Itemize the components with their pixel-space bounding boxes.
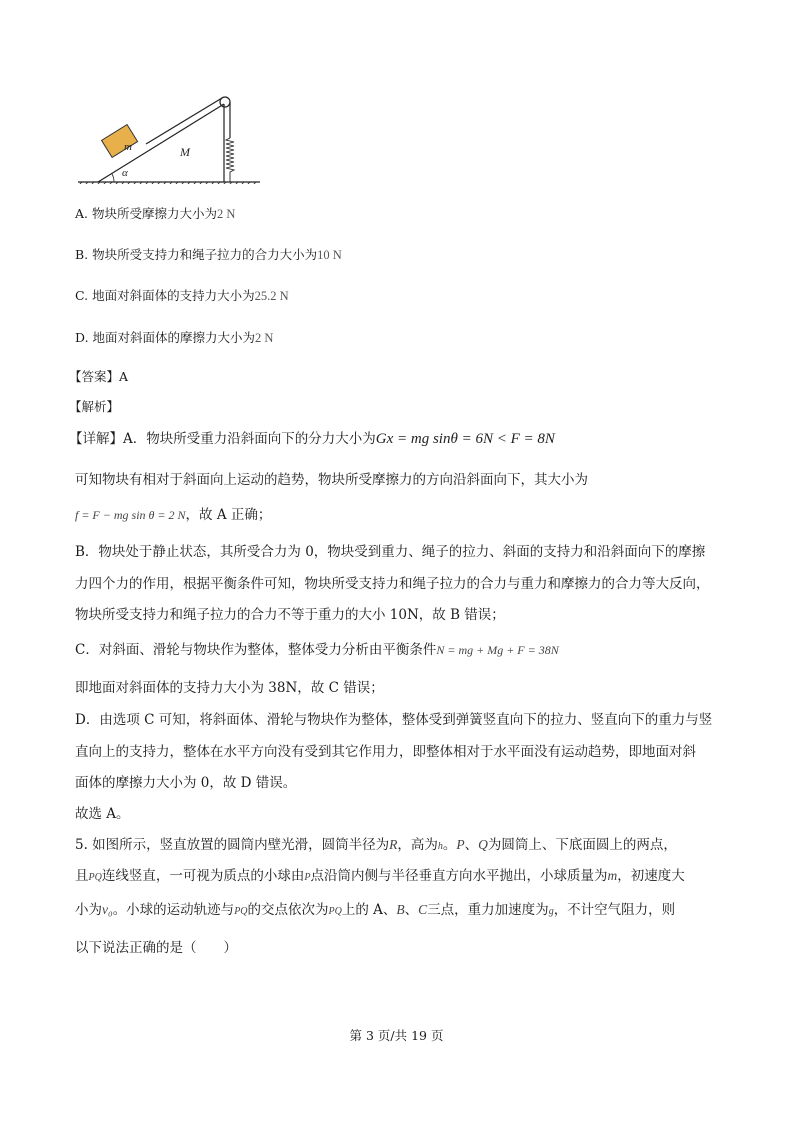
detail-b3: 物块所受支持力和绳子拉力的合力不等于重力的大小 10N，故 B 错误；	[75, 607, 505, 623]
option-b-value: 10 N	[317, 248, 342, 262]
q5-l2-PQ: PQ	[88, 872, 102, 883]
q5-l3-g: g	[548, 906, 554, 917]
q5-l2-m: m	[607, 868, 618, 883]
q5-l1-a: 5. 如图所示，竖直放置的圆筒内壁光滑，圆筒半径为	[75, 837, 390, 853]
rope	[146, 98, 222, 144]
q5-l3-e: 、	[404, 902, 419, 918]
q5-l1-d: 、	[464, 837, 479, 853]
detail-d1: D．由选项 C 可知，将斜面体、滑轮与物块作为整体，整体受到弹簧竖直向下的拉力、竖直向下的重力与竖	[75, 712, 713, 728]
detail-conclusion: 故选 A。	[75, 806, 130, 822]
detail-b2: 力四个力的作用，根据平衡条件可知，物块所受支持力和绳子拉力的合力与重力和摩擦力的合力等大反向，	[75, 576, 710, 592]
q5-l2-d: ，初速度大	[617, 868, 685, 884]
option-d-text: D. 地面对斜面体的摩擦力大小为	[75, 330, 256, 345]
label-M: M	[180, 145, 190, 159]
detail-b1: B．物块处于静止状态，其所受合力为 0，物块受到重力、绳子的拉力、斜面的支持力和沿斜面向下的摩擦	[75, 544, 706, 560]
q5-l3-PQ2: PQ	[328, 906, 342, 917]
q5-l1-R: R	[389, 837, 398, 852]
option-a	[75, 204, 235, 224]
q5-line2	[75, 866, 685, 888]
detail-c2: 即地面对斜面体的支持力大小为 38N，故 C 错误；	[75, 680, 384, 696]
detail-a3-text: ，故 A 正确；	[185, 507, 272, 523]
q5-l1-e: 为圆筒上、下底面圆上的两点，	[487, 837, 677, 853]
q5-l2-a: 且	[75, 868, 89, 884]
q5-l3-c: 的交点依次为	[247, 902, 329, 918]
option-c-text: C. 地面对斜面体的支持力大小为	[75, 288, 255, 303]
q5-l1-h: h	[437, 841, 443, 852]
page-footer: 第 3 页/共 19 页	[349, 1028, 444, 1043]
q5-l3-b: 。小球的运动轨迹与	[112, 902, 235, 918]
q5-l1-Q: Q	[478, 837, 488, 852]
option-c-value: 25.2 N	[254, 289, 289, 303]
option-c	[75, 286, 289, 306]
spring	[226, 138, 234, 182]
detail-c1-formula: N = mg + Mg + F = 38N	[436, 643, 559, 657]
option-d	[75, 328, 273, 348]
analysis-label: 【解析】	[69, 399, 120, 414]
detail-a3-formula: f = F − mg sin θ = 2 N	[75, 508, 186, 522]
q5-line4: 以下说法正确的是（ ）	[75, 940, 237, 956]
detail-a1-formula: Gx = mg sinθ = 6N < F = 8N	[375, 431, 555, 447]
angle-arc	[112, 174, 114, 182]
detail-a3	[75, 505, 271, 525]
detail-a1	[69, 429, 555, 449]
q5-line3	[75, 900, 675, 922]
option-a-text: A. 物块所受摩擦力大小为	[75, 206, 217, 221]
q5-l2-b: 连线竖直，一可视为质点的小球由	[101, 868, 305, 884]
option-d-value: 2 N	[255, 331, 274, 345]
q5-l3-B: B	[396, 902, 405, 917]
q5-l3-d: 上的 A、	[341, 902, 397, 918]
q5-l3-v0: v₀	[102, 902, 113, 917]
detail-c1-text: C．对斜面、滑轮与物块作为整体，整体受力分析由平衡条件	[75, 642, 437, 658]
q5-l3-h: ，不计空气阻力，则	[553, 902, 676, 918]
q5-l1-P: P	[456, 837, 465, 852]
answer-label: 【答案】	[69, 369, 120, 384]
option-a-value: 2 N	[216, 207, 236, 221]
option-b	[75, 245, 342, 265]
q5-line1	[75, 835, 677, 857]
detail-a1-text: 【详解】A．物块所受重力沿斜面向下的分力大小为	[69, 431, 376, 447]
q5-l1-b: ，高为	[397, 837, 438, 853]
q5-l3-C: C	[418, 902, 428, 917]
detail-d2: 直向上的支持力，整体在水平方向没有受到其它作用力，即整体相对于水平面没有运动趋势，即地面对斜	[75, 744, 696, 760]
q5-l2-P: P	[304, 872, 311, 883]
option-b-text: B. 物块所受支持力和绳子拉力的合力大小为	[75, 247, 318, 262]
answer-value: A	[119, 369, 129, 384]
q5-l3-PQ: PQ	[234, 906, 248, 917]
q5-l1-c: 。	[442, 837, 457, 853]
incline-figure	[76, 92, 266, 184]
label-m: m	[124, 141, 132, 153]
q5-l2-c: 点沿筒内侧与半径垂直方向水平抛出，小球质量为	[310, 868, 608, 884]
q5-l3-a: 小为	[75, 902, 102, 918]
detail-a2: 可知物块有相对于斜面向上运动的趋势，物块所受摩擦力的方向沿斜面向下，其大小为	[75, 472, 588, 488]
label-alpha: α	[122, 167, 128, 179]
answer-line	[69, 367, 128, 387]
q5-l3-f: 三点，重力加速度为	[427, 902, 549, 918]
detail-d3: 面体的摩擦力大小为 0，故 D 错误。	[75, 775, 297, 791]
detail-c1	[75, 640, 559, 660]
block-m	[102, 125, 138, 158]
